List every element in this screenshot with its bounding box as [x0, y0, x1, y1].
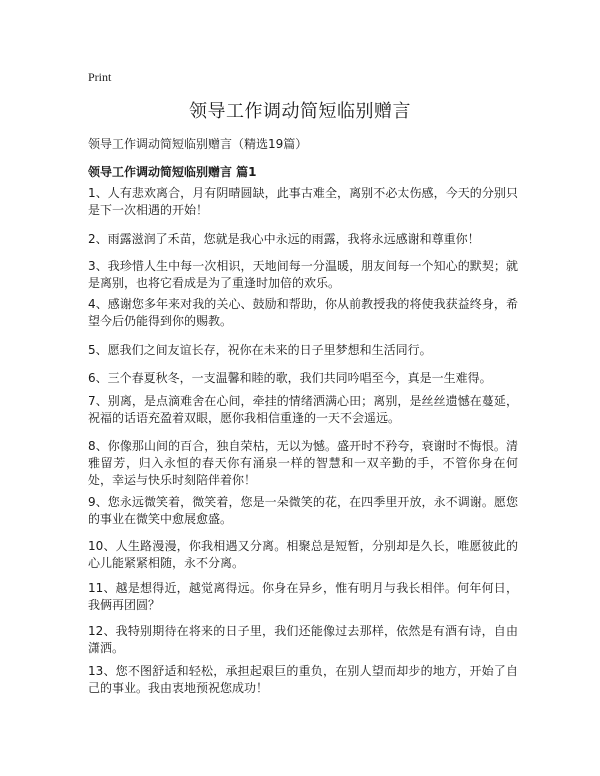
- paragraph-6: 6、三个春夏秋冬，一支温馨和睦的歌，我们共同吟唱至今，真是一生难得。: [88, 371, 492, 385]
- paragraph-9: 9、您永远微笑着，微笑着，您是一朵微笑的花，在四季里开放，永不调谢。愿您的事业在微笑中愈展愈盛。: [88, 495, 518, 526]
- paragraph-13: 13、您不图舒适和轻松，承担起艰巨的重负，在别人望而却步的地方，开始了自己的事业。我由衷地预祝您成功！: [88, 664, 518, 695]
- print-label[interactable]: Print: [88, 70, 112, 84]
- document-subtitle: 领导工作调动简短临别赠言（精选19篇）: [88, 137, 308, 151]
- paragraph-4: 4、感谢您多年来对我的关心、鼓励和帮助，你从前教授我的将使我获益终身，希望今后仍能得到你的赐教。: [88, 297, 518, 328]
- paragraph-10: 10、人生路漫漫，你我相遇又分离。相聚总是短暂，分别却是久长，唯愿彼此的心儿能紧紧相随，永不分离。: [88, 539, 518, 570]
- page-title: 领导工作调动简短临别赠言: [189, 101, 411, 122]
- paragraph-11: 11、越是想得近，越觉离得远。你身在异乡，惟有明月与我长相伴。何年何日，我俩再团圆？: [88, 581, 518, 612]
- paragraph-7: 7、别离，是点滴难舍在心间，牵挂的情绪洒满心田；离别，是丝丝遗憾在蔓延，祝福的话语充盈着双眼，愿你我相信重逢的一天不会遥远。: [88, 394, 518, 425]
- section-heading: 领导工作调动简短临别赠言 篇1: [88, 165, 257, 179]
- paragraph-8: 8、你像那山间的百合，独自荣枯，无以为憾。盛开时不矜夸，衰谢时不悔恨。清雅留芳，归入永恒的春天你有涌泉一样的智慧和一双辛勤的手，不管你身在何处，幸运与快乐时刻陪伴着你！: [88, 439, 518, 487]
- paragraph-1: 1、人有悲欢离合，月有阴晴圆缺，此事古难全，离别不必太伤感，今天的分别只是下一次相遇的开始！: [88, 186, 518, 217]
- paragraph-3: 3、我珍惜人生中每一次相识，天地间每一分温暖，朋友间每一个知心的默契；就是离别，也将它看成是为了重逢时加倍的欢乐。: [88, 259, 518, 290]
- paragraph-2: 2、雨露滋润了禾苗，您就是我心中永远的雨露，我将永远感谢和尊重你！: [88, 232, 480, 246]
- paragraph-5: 5、愿我们之间友谊长存，祝你在未来的日子里梦想和生活同行。: [88, 343, 432, 357]
- paragraph-12: 12、我特别期待在将来的日子里，我们还能像过去那样，依然是有酒有诗，自由潇洒。: [88, 624, 518, 655]
